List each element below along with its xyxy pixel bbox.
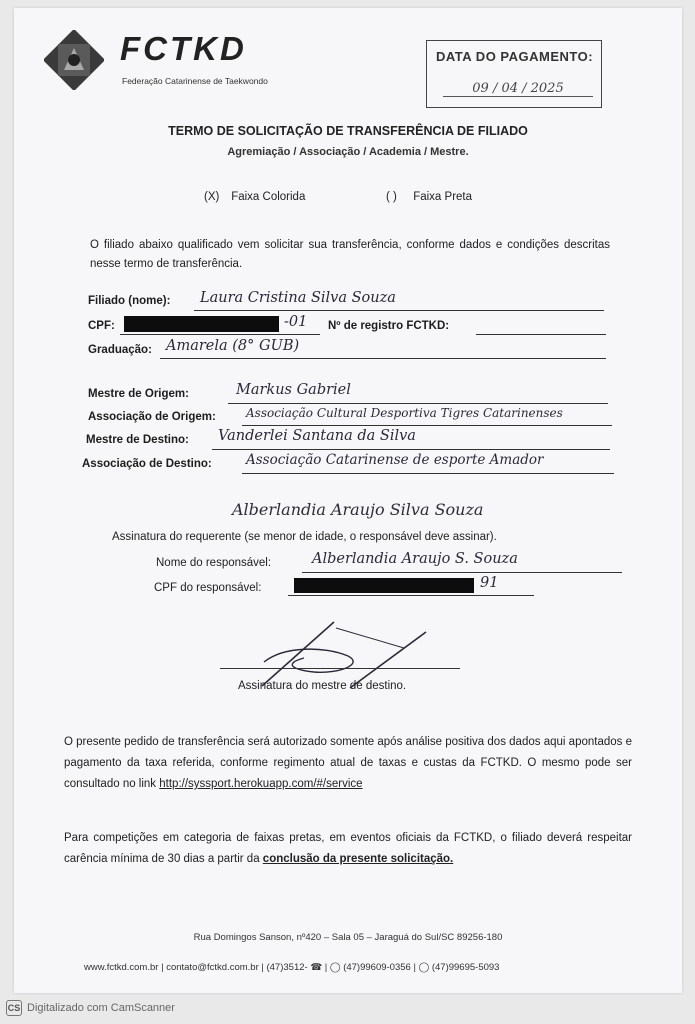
- fctkd-logo-icon: [44, 30, 104, 90]
- intro-text: O filiado abaixo qualificado vem solicitar sua transferência, conforme dados e condições descritas nesse termo de transferência.: [90, 239, 610, 270]
- requerente-signature[interactable]: Alberlandia Araujo Silva Souza: [232, 500, 484, 519]
- payment-date-value[interactable]: 09 / 04 / 2025: [443, 81, 593, 97]
- cpf-redaction: [124, 316, 279, 332]
- footer-phone2: (47)99609-0356: [343, 962, 411, 973]
- scanner-watermark: [6, 1000, 175, 1016]
- service-link[interactable]: http://syssport.herokuapp.com/#/service: [159, 778, 363, 790]
- payment-date-box: [426, 40, 602, 108]
- cpf-underline: [120, 334, 320, 335]
- note-black-belt-text: Para competições em categoria de faixas pretas, em eventos oficiais da FCTKD, o filiado deverá respeitar carência mínima de 30 dias a partir da: [64, 832, 632, 865]
- footer-email[interactable]: contato@fctkd.com.br: [166, 962, 259, 973]
- checkbox-mark: ( ): [386, 191, 397, 203]
- camscanner-icon: CS: [6, 1000, 22, 1016]
- option-faixa-preta[interactable]: [386, 191, 472, 203]
- scanner-text: Digitalizado com CamScanner: [27, 1002, 175, 1014]
- note-black-belt: [64, 828, 632, 870]
- footer-phone1: (47)3512-: [266, 962, 308, 973]
- org-name: FCTKD: [120, 30, 247, 67]
- phone-icon: ☎: [310, 962, 323, 973]
- cpf-responsavel-underline: [288, 595, 534, 596]
- mestre-destino-value[interactable]: Vanderlei Santana da Silva: [218, 428, 416, 444]
- assoc-destino-underline: [242, 473, 614, 474]
- responsavel-underline: [302, 572, 622, 573]
- cpf-suffix: -01: [284, 314, 308, 330]
- registro-underline[interactable]: [476, 334, 606, 335]
- cpf-responsavel-suffix: 91: [480, 575, 499, 591]
- whatsapp-icon: ◯: [418, 962, 430, 973]
- option-label: Faixa Colorida: [231, 191, 306, 203]
- cpf-responsavel-redaction: [294, 578, 474, 593]
- mestre-destino-label: Mestre de Destino:: [86, 434, 189, 446]
- footer-site[interactable]: www.fctkd.com.br: [84, 962, 159, 973]
- document-page: [14, 8, 682, 993]
- mestre-origem-value[interactable]: Markus Gabriel: [236, 382, 351, 398]
- assoc-destino-label: Associação de Destino:: [82, 458, 212, 470]
- option-label: Faixa Preta: [413, 191, 473, 203]
- filiado-label: Filiado (nome):: [88, 295, 171, 307]
- mestre-signature-underline: [220, 668, 460, 669]
- graduacao-underline: [160, 358, 606, 359]
- mestre-caption: Assinatura do mestre de destino.: [238, 680, 407, 692]
- cpf-responsavel-label: CPF do responsável:: [154, 582, 262, 594]
- cpf-label: CPF:: [88, 320, 115, 332]
- whatsapp-icon: ◯: [329, 962, 341, 973]
- assoc-origem-underline: [242, 425, 612, 426]
- note-authorization: [64, 732, 632, 795]
- graduacao-label: Graduação:: [88, 344, 152, 356]
- footer-phone3: (47)99695-5093: [431, 962, 500, 973]
- graduacao-value[interactable]: Amarela (8° GUB): [166, 338, 300, 354]
- footer-contacts: www.fctkd.com.br | contato@fctkd.com.br | (47)3512- ☎ | ◯ (47)99609-0356 | ◯ (47)99695-5093: [84, 962, 500, 973]
- checkbox-mark: (X): [204, 191, 220, 203]
- mestre-destino-underline: [212, 449, 610, 450]
- mestre-origem-label: Mestre de Origem:: [88, 388, 189, 400]
- mestre-origem-underline: [228, 403, 608, 404]
- option-faixa-colorida[interactable]: [204, 191, 305, 203]
- responsavel-value[interactable]: Alberlandia Araujo S. Souza: [312, 551, 518, 567]
- filiado-value[interactable]: Laura Cristina Silva Souza: [200, 290, 396, 306]
- requerente-caption: Assinatura do requerente (se menor de idade, o responsável deve assinar).: [112, 531, 497, 543]
- note-authorization-text: O presente pedido de transferência será autorizado somente após análise positiva dos dados aqui apontados e pagamento da taxa referida, conforme regimento atual de taxas e custas da FCTKD. O mesmo pode ser consultado no link: [64, 736, 632, 790]
- assoc-origem-label: Associação de Origem:: [88, 411, 216, 423]
- org-fullname: Federação Catarinense de Taekwondo: [122, 76, 268, 86]
- registro-label: Nº de registro FCTKD:: [328, 320, 450, 332]
- footer-address: Rua Domingos Sanson, nº420 – Sala 05 – Jaraguá do Sul/SC 89256-180: [193, 932, 503, 943]
- form-subtitle: Agremiação / Associação / Academia / Mestre.: [227, 146, 469, 158]
- filiado-underline: [194, 310, 604, 311]
- payment-date-label: DATA DO PAGAMENTO:: [436, 49, 594, 64]
- responsavel-label: Nome do responsável:: [156, 557, 272, 569]
- note-black-belt-emphasis: conclusão da presente solicitação.: [262, 853, 454, 865]
- assoc-destino-value[interactable]: Associação Catarinense de esporte Amador: [246, 452, 544, 468]
- form-title: TERMO DE SOLICITAÇÃO DE TRANSFERÊNCIA DE FILIADO: [168, 124, 528, 138]
- assoc-origem-value[interactable]: Associação Cultural Desportiva Tigres Catarinenses: [246, 406, 563, 420]
